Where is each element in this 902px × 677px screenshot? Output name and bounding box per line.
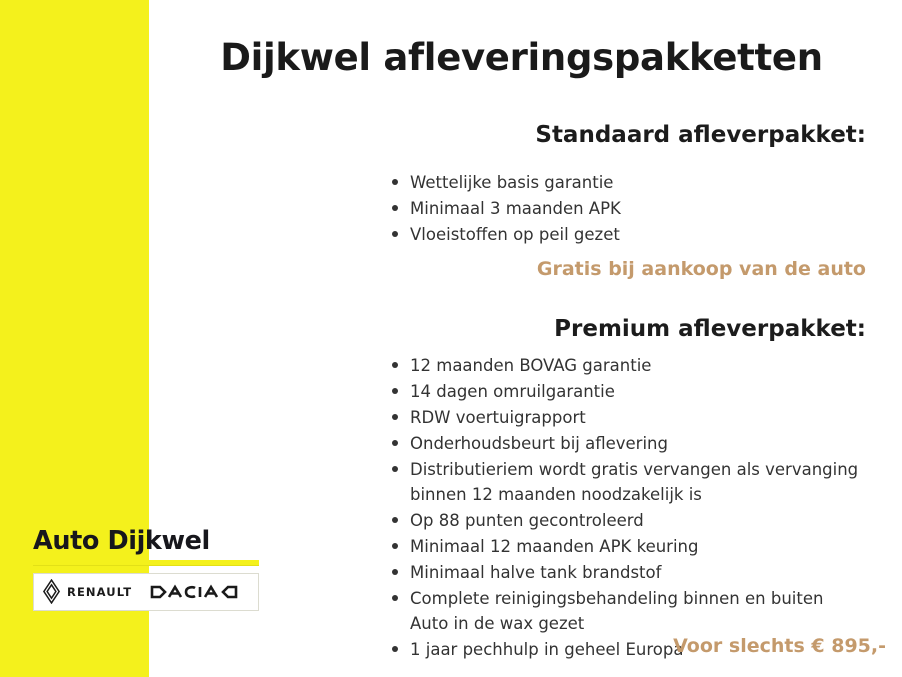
list-item [388,560,888,585]
premium-package-heading: Premium afleverpakket: [554,316,866,342]
list-item [388,508,888,533]
list-item [388,534,888,559]
list-item-label: Op 88 punten gecontroleerd [410,511,644,530]
bullet-dot-icon [392,440,398,446]
list-item-label: 14 dagen omruilgarantie [410,382,615,401]
dacia-wordmark-icon [150,584,238,600]
premium-package-price-note: Voor slechts € 895,- [673,635,886,657]
list-item-label: Complete reinigingsbehandeling binnen en buiten [410,589,824,608]
standard-package-note: Gratis bij aankoop van de auto [536,258,866,280]
standard-package-heading: Standaard afleverpakket: [535,122,866,148]
bullet-dot-icon [392,543,398,549]
list-item-label: Minimaal 3 maanden APK [410,199,621,218]
page-title: Dijkwel afleveringspakketten [220,36,823,79]
premium-package-list [388,353,888,663]
list-item [388,431,888,456]
list-item [388,586,888,636]
renault-label: RENAULT [67,584,133,599]
bullet-dot-icon [392,362,398,368]
list-item-label: 12 maanden BOVAG garantie [410,356,652,375]
list-item-label: Minimaal halve tank brandstof [410,563,662,582]
list-item-label-continued: binnen 12 maanden noodzakelijk is [410,485,702,504]
list-item-label: Vloeistoffen op peil gezet [410,225,620,244]
list-item [388,379,888,404]
bullet-dot-icon [392,205,398,211]
list-item-label-continued: Auto in de wax gezet [410,614,585,633]
bullet-dot-icon [392,179,398,185]
bullet-dot-icon [392,388,398,394]
renault-diamond-icon [42,579,61,604]
list-item-label: Minimaal 12 maanden APK keuring [410,537,699,556]
list-item [388,222,888,247]
brand-bar [33,573,259,611]
logo [33,528,259,611]
standard-package-list [388,170,888,248]
list-item [388,196,888,221]
dacia-logo [150,584,238,600]
list-item-label: RDW voertuigrapport [410,408,586,427]
bullet-dot-icon [392,231,398,237]
list-item [388,353,888,378]
logo-underline [33,560,259,566]
list-item [388,457,888,507]
renault-logo [42,579,132,604]
list-item-label: 1 jaar pechhulp in geheel Europa [410,640,684,659]
list-item [388,170,888,195]
bullet-dot-icon [392,595,398,601]
bullet-dot-icon [392,517,398,523]
list-item-label: Wettelijke basis garantie [410,173,614,192]
bullet-dot-icon [392,569,398,575]
bullet-dot-icon [392,466,398,472]
list-item-label: Onderhoudsbeurt bij aflevering [410,434,668,453]
bullet-dot-icon [392,414,398,420]
list-item-label: Distributieriem wordt gratis vervangen als vervanging [410,460,859,479]
list-item [388,405,888,430]
logo-wordmark: Auto Dijkwel [33,526,210,556]
